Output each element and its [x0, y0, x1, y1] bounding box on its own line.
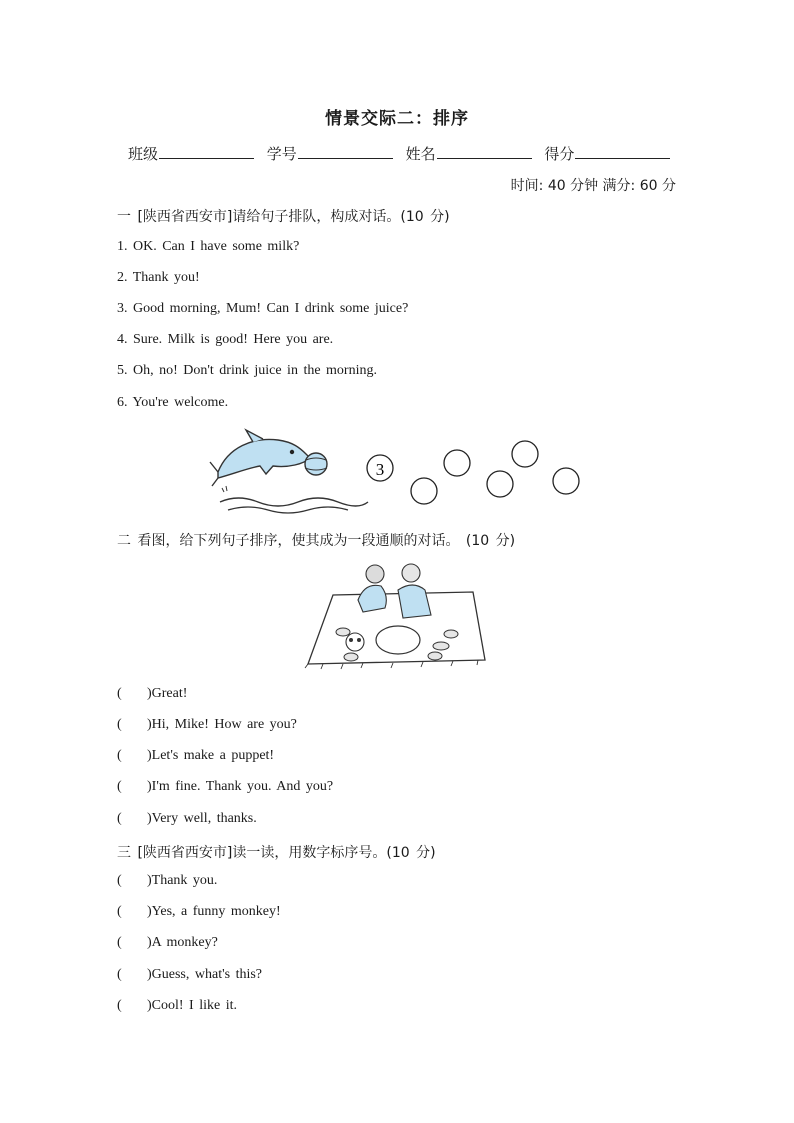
list-item: 1. OK. Can I have some milk? — [117, 239, 300, 254]
list-item: 6. You're welcome. — [117, 395, 229, 410]
student-info-row — [128, 143, 678, 164]
list-item: ( )Great! — [117, 686, 188, 701]
list-item: 2. Thank you! — [117, 270, 200, 285]
answer-circles — [360, 436, 590, 508]
first-answer: 3 — [375, 460, 385, 479]
time-info: 时间: 40 分钟 满分: 60 分 — [510, 178, 676, 194]
section1-heading: 一 [陕西省西安市]请给句子排队，构成对话。(10 分) — [117, 209, 450, 225]
list-item: ( )Very well, thanks. — [117, 811, 257, 826]
list-item: 3. Good morning, Mum! Can I drink some juice? — [117, 301, 409, 316]
dolphin-illustration — [208, 422, 378, 514]
list-item: 4. Sure. Milk is good! Here you are. — [117, 332, 334, 347]
section2-heading: 二 看图，给下列句子排序，使其成为一段通顺的对话。 (10 分) — [117, 533, 516, 549]
list-item: ( )Let's make a puppet! — [117, 748, 275, 763]
answer-circle — [487, 471, 513, 497]
children-picnic-illustration — [303, 560, 488, 670]
answer-circle — [444, 450, 470, 476]
answer-circle — [553, 468, 579, 494]
section3-heading: 三 [陕西省西安市]读一读，用数字标序号。(10 分) — [117, 845, 436, 861]
list-item: ( )A monkey? — [117, 935, 218, 950]
number-field[interactable]: 学号 — [267, 143, 393, 164]
list-item: ( )Thank you. — [117, 873, 218, 888]
score-field[interactable]: 得分 — [544, 143, 670, 164]
answer-circle — [411, 478, 437, 504]
class-field[interactable]: 班级 — [128, 143, 254, 164]
page-title: 情景交际二：排序 — [325, 109, 469, 129]
name-field[interactable]: 姓名 — [406, 143, 532, 164]
list-item: 5. Oh, no! Don't drink juice in the morning. — [117, 363, 377, 378]
list-item: ( )Cool! I like it. — [117, 998, 237, 1013]
list-item: ( )Hi, Mike! How are you? — [117, 717, 297, 732]
list-item: ( )I'm fine. Thank you. And you? — [117, 779, 334, 794]
answer-circle — [512, 441, 538, 467]
list-item: ( )Yes, a funny monkey! — [117, 904, 281, 919]
list-item: ( )Guess, what's this? — [117, 967, 263, 982]
